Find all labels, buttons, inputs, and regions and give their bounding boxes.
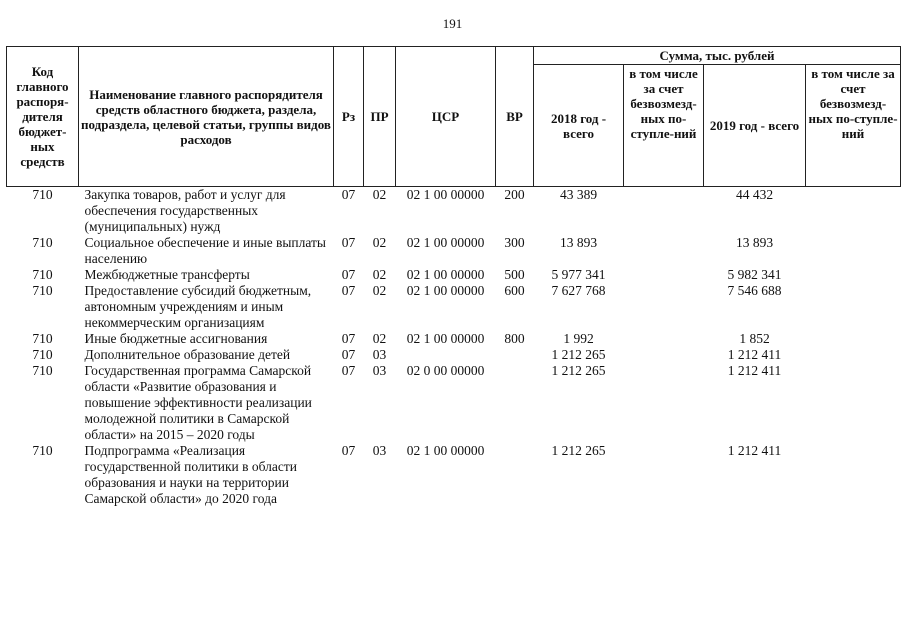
row-name: Предоставление субсидий бюджетным, автономным учреждениям и иным некоммерческим организациям (84, 283, 312, 330)
row-vr (496, 363, 534, 443)
row-code: 710 (32, 443, 53, 458)
row-2018-total: 1 992 (563, 331, 594, 346)
row-csr: 02 1 00 00000 (406, 331, 485, 346)
row-2018-free (624, 187, 704, 236)
row-pr: 02 (372, 267, 387, 282)
row-2018-free (624, 363, 704, 443)
table-row (7, 331, 901, 347)
row-rz: 07 (341, 443, 356, 458)
row-vr: 200 (504, 187, 525, 202)
row-vr: 300 (504, 235, 525, 250)
row-2019-free (806, 235, 901, 267)
table-row (7, 363, 901, 443)
row-2018-total: 7 627 768 (551, 283, 606, 298)
row-2018-total: 13 893 (559, 235, 598, 250)
header-2018-free: в том числе за счет безвозмезд-ных по-ступле-ний (624, 65, 704, 187)
row-pr: 03 (372, 363, 387, 378)
row-2019-free (806, 187, 901, 236)
row-pr: 02 (372, 235, 387, 250)
row-name: Подпрограмма «Реализация государственной политики в области образования и науки на территории Самарской области» до 2020 года (84, 443, 298, 506)
row-code: 710 (32, 187, 53, 202)
row-code: 710 (32, 267, 53, 282)
page-number: 191 (442, 16, 463, 31)
row-name: Государственная программа Самарской области «Развитие образования и повышение эффективности реализации молодежной политики в Самарской области» на 2015 – 2020 годы (84, 363, 312, 442)
row-csr: 02 1 00 00000 (406, 235, 485, 250)
row-csr: 02 1 00 00000 (406, 443, 485, 458)
header-2019-free: в том числе за счет безвозмезд-ных по-ступле-ний (806, 65, 901, 187)
row-2019-total: 1 852 (739, 331, 770, 346)
row-2019-free (806, 267, 901, 283)
row-2019-total: 1 212 411 (727, 347, 782, 362)
row-pr: 02 (372, 283, 387, 298)
row-2019-total: 5 982 341 (727, 267, 782, 282)
header-2019-total: 2019 год - всего (704, 65, 806, 187)
row-code: 710 (32, 235, 53, 250)
row-2018-free (624, 235, 704, 267)
row-pr: 03 (372, 347, 387, 362)
row-2019-total: 13 893 (735, 235, 774, 250)
table-row (7, 267, 901, 283)
row-rz: 07 (341, 331, 356, 346)
row-pr: 02 (372, 187, 387, 202)
row-pr: 02 (372, 331, 387, 346)
row-2019-total: 1 212 411 (727, 363, 782, 378)
row-name: Социальное обеспечение и иные выплаты населению (84, 235, 326, 266)
row-2019-total: 1 212 411 (727, 443, 782, 458)
row-vr (496, 347, 534, 363)
row-rz: 07 (341, 347, 356, 362)
row-vr: 600 (504, 283, 525, 298)
row-code: 710 (32, 283, 53, 298)
table-body (7, 187, 901, 508)
row-2018-total: 43 389 (559, 187, 598, 202)
row-2018-total: 1 212 265 (551, 347, 606, 362)
row-rz: 07 (341, 267, 356, 282)
row-csr: 02 1 00 00000 (406, 267, 485, 282)
row-rz: 07 (341, 363, 356, 378)
row-2019-free (806, 363, 901, 443)
table-row (7, 283, 901, 331)
row-code: 710 (32, 347, 53, 362)
row-csr: 02 0 00 00000 (406, 363, 485, 378)
header-vr: ВР (496, 47, 534, 187)
row-2018-total: 1 212 265 (551, 443, 606, 458)
header-name: Наименование главного распорядителя средств областного бюджета, раздела, подраздела, целевой статьи, группы видов расходов (79, 47, 334, 187)
row-2018-free (624, 443, 704, 507)
row-2019-total: 44 432 (735, 187, 774, 202)
row-2019-total: 7 546 688 (727, 283, 782, 298)
row-csr (396, 347, 496, 363)
row-2019-free (806, 347, 901, 363)
table-header (7, 47, 901, 187)
row-2019-free (806, 283, 901, 331)
row-vr: 800 (504, 331, 525, 346)
table-row (7, 235, 901, 267)
row-2018-free (624, 267, 704, 283)
row-rz: 07 (341, 235, 356, 250)
row-code: 710 (32, 363, 53, 378)
budget-table (6, 46, 901, 507)
header-sum: Сумма, тыс. рублей (534, 47, 901, 65)
row-2018-total: 5 977 341 (551, 267, 606, 282)
row-2019-free (806, 443, 901, 507)
row-rz: 07 (341, 283, 356, 298)
table-row (7, 347, 901, 363)
header-pr: ПР (364, 47, 396, 187)
header-rz: Рз (334, 47, 364, 187)
row-name: Закупка товаров, работ и услуг для обеспечения государственных (муниципальных) нужд (84, 187, 286, 234)
row-name: Иные бюджетные ассигнования (84, 331, 268, 346)
row-code: 710 (32, 331, 53, 346)
row-2018-free (624, 331, 704, 347)
row-2018-free (624, 283, 704, 331)
row-2019-free (806, 331, 901, 347)
row-csr: 02 1 00 00000 (406, 283, 485, 298)
row-csr: 02 1 00 00000 (406, 187, 485, 202)
header-csr: ЦСР (396, 47, 496, 187)
header-2018-total: 2018 год - всего (534, 65, 624, 187)
row-name: Дополнительное образование детей (84, 347, 291, 362)
header-code: Код главного распоря-дителя бюджет-ных средств (7, 47, 79, 187)
row-vr (496, 443, 534, 507)
table-row (7, 443, 901, 507)
row-rz: 07 (341, 187, 356, 202)
row-pr: 03 (372, 443, 387, 458)
row-name: Межбюджетные трансферты (84, 267, 250, 282)
row-2018-free (624, 347, 704, 363)
row-vr: 500 (504, 267, 525, 282)
row-2018-total: 1 212 265 (551, 363, 606, 378)
table-row (7, 187, 901, 236)
